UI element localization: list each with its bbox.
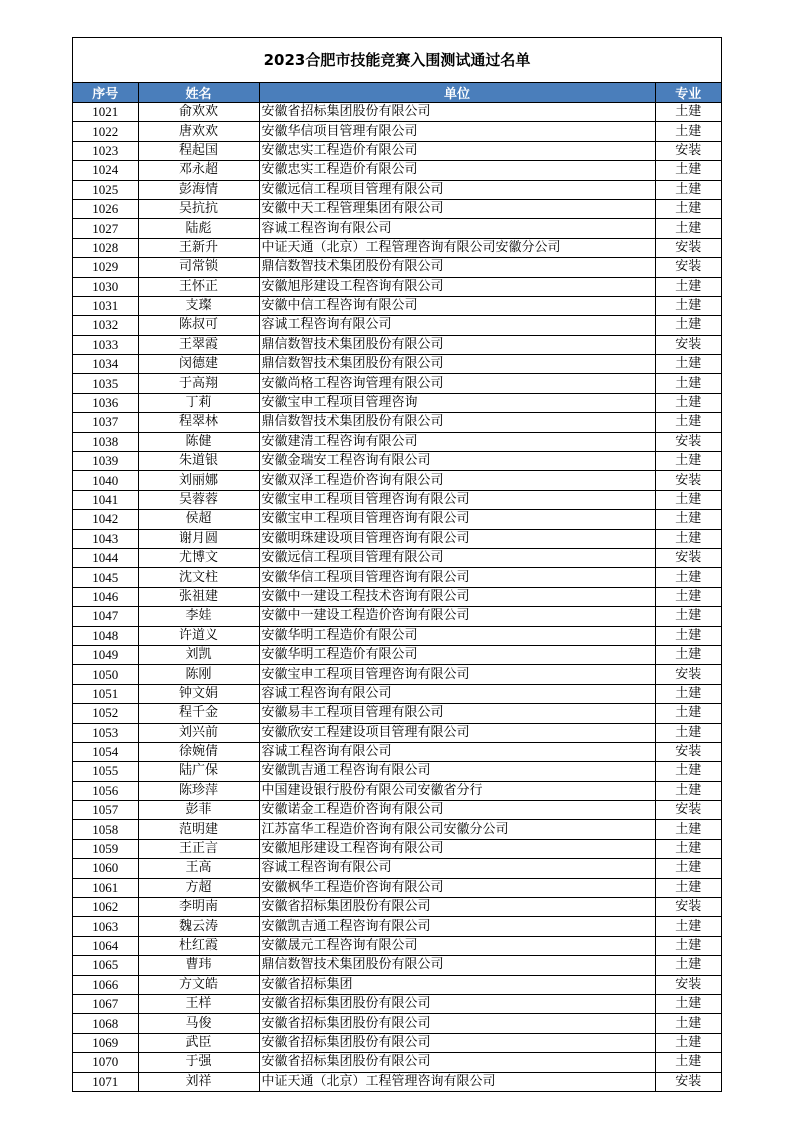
cell-no: 1057 xyxy=(73,801,138,820)
cell-unit: 江苏富华工程造价咨询有限公司安徽分公司 xyxy=(259,820,655,839)
cell-spec: 土建 xyxy=(655,626,721,645)
cell-name: 陆彪 xyxy=(138,219,259,238)
cell-unit: 安徽明珠建设项目管理咨询有限公司 xyxy=(259,529,655,548)
cell-no: 1050 xyxy=(73,665,138,684)
table-row xyxy=(73,742,721,761)
cell-unit: 安徽省招标集团股份有限公司 xyxy=(259,1053,655,1072)
cell-spec: 土建 xyxy=(655,355,721,374)
cell-name: 吴抗抗 xyxy=(138,199,259,218)
cell-no: 1056 xyxy=(73,781,138,800)
cell-name: 杜红霞 xyxy=(138,936,259,955)
cell-no: 1025 xyxy=(73,180,138,199)
cell-name: 司常锁 xyxy=(138,258,259,277)
cell-unit: 鼎信数智技术集团股份有限公司 xyxy=(259,413,655,432)
cell-unit: 安徽欣安工程建设项目管理有限公司 xyxy=(259,723,655,742)
cell-unit: 鼎信数智技术集团股份有限公司 xyxy=(259,335,655,354)
cell-no: 1041 xyxy=(73,490,138,509)
cell-name: 王新升 xyxy=(138,238,259,257)
cell-spec: 安装 xyxy=(655,141,721,160)
cell-name: 马俊 xyxy=(138,1014,259,1033)
cell-no: 1030 xyxy=(73,277,138,296)
cell-spec: 安装 xyxy=(655,742,721,761)
table-row xyxy=(73,548,721,567)
cell-name: 王翠霞 xyxy=(138,335,259,354)
cell-name: 丁莉 xyxy=(138,393,259,412)
header-unit: 单位 xyxy=(259,83,655,103)
cell-name: 唐欢欢 xyxy=(138,122,259,141)
cell-unit: 容诚工程咨询有限公司 xyxy=(259,684,655,703)
cell-spec: 土建 xyxy=(655,781,721,800)
cell-name: 张祖建 xyxy=(138,587,259,606)
cell-spec: 土建 xyxy=(655,936,721,955)
cell-name: 方超 xyxy=(138,878,259,897)
cell-no: 1046 xyxy=(73,587,138,606)
cell-no: 1063 xyxy=(73,917,138,936)
table-row xyxy=(73,975,721,994)
table-row xyxy=(73,956,721,975)
cell-spec: 土建 xyxy=(655,956,721,975)
table-body xyxy=(73,103,721,1091)
cell-spec: 土建 xyxy=(655,199,721,218)
table-row xyxy=(73,723,721,742)
cell-unit: 安徽尚格工程咨询管理有限公司 xyxy=(259,374,655,393)
cell-unit: 安徽省招标集团股份有限公司 xyxy=(259,1033,655,1052)
cell-name: 曹玮 xyxy=(138,956,259,975)
cell-name: 谢月圆 xyxy=(138,529,259,548)
cell-no: 1034 xyxy=(73,355,138,374)
cell-no: 1071 xyxy=(73,1072,138,1091)
cell-name: 陈珍萍 xyxy=(138,781,259,800)
cell-unit: 安徽旭彤建设工程咨询有限公司 xyxy=(259,839,655,858)
cell-no: 1054 xyxy=(73,742,138,761)
cell-spec: 土建 xyxy=(655,568,721,587)
table-row xyxy=(73,393,721,412)
cell-unit: 鼎信数智技术集团股份有限公司 xyxy=(259,956,655,975)
table-row xyxy=(73,413,721,432)
cell-no: 1022 xyxy=(73,122,138,141)
header-no: 序号 xyxy=(73,83,138,103)
cell-no: 1061 xyxy=(73,878,138,897)
table-row xyxy=(73,839,721,858)
cell-no: 1065 xyxy=(73,956,138,975)
cell-no: 1066 xyxy=(73,975,138,994)
cell-unit: 安徽远信工程项目管理有限公司 xyxy=(259,180,655,199)
cell-spec: 土建 xyxy=(655,859,721,878)
cell-no: 1043 xyxy=(73,529,138,548)
cell-spec: 安装 xyxy=(655,238,721,257)
table-row xyxy=(73,936,721,955)
cell-spec: 安装 xyxy=(655,432,721,451)
cell-spec: 土建 xyxy=(655,277,721,296)
table-row xyxy=(73,626,721,645)
cell-name: 吴蓉蓉 xyxy=(138,490,259,509)
cell-no: 1053 xyxy=(73,723,138,742)
cell-unit: 安徽省招标集团股份有限公司 xyxy=(259,994,655,1013)
table-row xyxy=(73,762,721,781)
table-row xyxy=(73,665,721,684)
table-row xyxy=(73,645,721,664)
table-row xyxy=(73,296,721,315)
cell-name: 邓永超 xyxy=(138,161,259,180)
cell-no: 1044 xyxy=(73,548,138,567)
cell-name: 程千金 xyxy=(138,704,259,723)
table-row xyxy=(73,161,721,180)
cell-name: 程翠林 xyxy=(138,413,259,432)
cell-name: 支璨 xyxy=(138,296,259,315)
cell-unit: 安徽省招标集团股份有限公司 xyxy=(259,103,655,122)
table-row xyxy=(73,1053,721,1072)
cell-name: 王怀正 xyxy=(138,277,259,296)
cell-name: 闵德建 xyxy=(138,355,259,374)
cell-spec: 土建 xyxy=(655,839,721,858)
cell-no: 1062 xyxy=(73,898,138,917)
cell-spec: 土建 xyxy=(655,452,721,471)
cell-spec: 安装 xyxy=(655,548,721,567)
cell-name: 徐婉倩 xyxy=(138,742,259,761)
cell-no: 1055 xyxy=(73,762,138,781)
cell-spec: 土建 xyxy=(655,878,721,897)
cell-spec: 安装 xyxy=(655,898,721,917)
cell-unit: 安徽忠实工程造价有限公司 xyxy=(259,161,655,180)
cell-no: 1067 xyxy=(73,994,138,1013)
cell-spec: 土建 xyxy=(655,490,721,509)
cell-name: 俞欢欢 xyxy=(138,103,259,122)
cell-no: 1026 xyxy=(73,199,138,218)
cell-unit: 中证天通（北京）工程管理咨询有限公司 xyxy=(259,1072,655,1091)
table-row xyxy=(73,316,721,335)
cell-name: 刘凯 xyxy=(138,645,259,664)
cell-unit: 安徽宝申工程项目管理咨询 xyxy=(259,393,655,412)
cell-spec: 土建 xyxy=(655,1014,721,1033)
cell-unit: 安徽华明工程造价有限公司 xyxy=(259,626,655,645)
cell-unit: 安徽华信项目管理有限公司 xyxy=(259,122,655,141)
table-row xyxy=(73,490,721,509)
cell-no: 1070 xyxy=(73,1053,138,1072)
cell-name: 陆广保 xyxy=(138,762,259,781)
cell-unit: 安徽宝申工程项目管理咨询有限公司 xyxy=(259,510,655,529)
cell-no: 1047 xyxy=(73,607,138,626)
cell-name: 程起国 xyxy=(138,141,259,160)
table-row xyxy=(73,1014,721,1033)
cell-spec: 土建 xyxy=(655,1053,721,1072)
table-row xyxy=(73,141,721,160)
table-row xyxy=(73,859,721,878)
cell-unit: 安徽中天工程管理集团有限公司 xyxy=(259,199,655,218)
cell-no: 1031 xyxy=(73,296,138,315)
table-row xyxy=(73,781,721,800)
cell-name: 王高 xyxy=(138,859,259,878)
cell-no: 1037 xyxy=(73,413,138,432)
table-row xyxy=(73,432,721,451)
cell-unit: 鼎信数智技术集团股份有限公司 xyxy=(259,355,655,374)
table-row xyxy=(73,994,721,1013)
results-sheet xyxy=(72,37,722,1092)
table-header xyxy=(73,83,721,103)
cell-unit: 安徽晟元工程咨询有限公司 xyxy=(259,936,655,955)
cell-name: 武臣 xyxy=(138,1033,259,1052)
cell-name: 尤博文 xyxy=(138,548,259,567)
cell-spec: 土建 xyxy=(655,413,721,432)
cell-no: 1040 xyxy=(73,471,138,490)
cell-spec: 安装 xyxy=(655,801,721,820)
cell-no: 1052 xyxy=(73,704,138,723)
cell-spec: 安装 xyxy=(655,665,721,684)
table-row xyxy=(73,180,721,199)
cell-unit: 安徽省招标集团股份有限公司 xyxy=(259,898,655,917)
table-row xyxy=(73,355,721,374)
table-row xyxy=(73,219,721,238)
table-row xyxy=(73,510,721,529)
cell-unit: 安徽双泽工程造价咨询有限公司 xyxy=(259,471,655,490)
cell-spec: 土建 xyxy=(655,762,721,781)
cell-no: 1038 xyxy=(73,432,138,451)
cell-name: 刘丽娜 xyxy=(138,471,259,490)
header-spec: 专业 xyxy=(655,83,721,103)
cell-unit: 安徽华信工程项目管理咨询有限公司 xyxy=(259,568,655,587)
cell-name: 王样 xyxy=(138,994,259,1013)
table-row xyxy=(73,258,721,277)
cell-no: 1036 xyxy=(73,393,138,412)
cell-name: 陈健 xyxy=(138,432,259,451)
cell-spec: 土建 xyxy=(655,587,721,606)
results-table xyxy=(73,83,721,1091)
cell-spec: 土建 xyxy=(655,704,721,723)
table-row xyxy=(73,122,721,141)
cell-unit: 安徽金瑞安工程咨询有限公司 xyxy=(259,452,655,471)
cell-spec: 土建 xyxy=(655,645,721,664)
cell-spec: 土建 xyxy=(655,994,721,1013)
cell-no: 1059 xyxy=(73,839,138,858)
cell-spec: 土建 xyxy=(655,374,721,393)
cell-unit: 安徽凯吉通工程咨询有限公司 xyxy=(259,762,655,781)
cell-name: 许道义 xyxy=(138,626,259,645)
cell-name: 方文皓 xyxy=(138,975,259,994)
cell-unit: 安徽枫华工程造价咨询有限公司 xyxy=(259,878,655,897)
table-row xyxy=(73,704,721,723)
cell-spec: 土建 xyxy=(655,1033,721,1052)
cell-no: 1033 xyxy=(73,335,138,354)
cell-unit: 安徽中一建设工程造价咨询有限公司 xyxy=(259,607,655,626)
cell-name: 刘兴前 xyxy=(138,723,259,742)
cell-name: 于强 xyxy=(138,1053,259,1072)
cell-unit: 中证天通（北京）工程管理咨询有限公司安徽分公司 xyxy=(259,238,655,257)
cell-no: 1024 xyxy=(73,161,138,180)
cell-no: 1058 xyxy=(73,820,138,839)
cell-no: 1023 xyxy=(73,141,138,160)
cell-no: 1028 xyxy=(73,238,138,257)
cell-no: 1021 xyxy=(73,103,138,122)
cell-name: 李明南 xyxy=(138,898,259,917)
cell-name: 魏云涛 xyxy=(138,917,259,936)
cell-unit: 安徽远信工程项目管理有限公司 xyxy=(259,548,655,567)
cell-unit: 安徽宝申工程项目管理咨询有限公司 xyxy=(259,490,655,509)
cell-spec: 土建 xyxy=(655,684,721,703)
cell-name: 钟文娟 xyxy=(138,684,259,703)
table-row xyxy=(73,335,721,354)
cell-no: 1064 xyxy=(73,936,138,955)
cell-unit: 容诚工程咨询有限公司 xyxy=(259,316,655,335)
cell-no: 1049 xyxy=(73,645,138,664)
cell-unit: 安徽宝申工程项目管理咨询有限公司 xyxy=(259,665,655,684)
cell-name: 刘祥 xyxy=(138,1072,259,1091)
cell-unit: 安徽省招标集团 xyxy=(259,975,655,994)
cell-name: 彭菲 xyxy=(138,801,259,820)
cell-no: 1042 xyxy=(73,510,138,529)
cell-unit: 容诚工程咨询有限公司 xyxy=(259,859,655,878)
table-row xyxy=(73,917,721,936)
cell-no: 1068 xyxy=(73,1014,138,1033)
table-row xyxy=(73,878,721,897)
cell-spec: 安装 xyxy=(655,471,721,490)
cell-name: 侯超 xyxy=(138,510,259,529)
cell-no: 1045 xyxy=(73,568,138,587)
cell-spec: 土建 xyxy=(655,820,721,839)
table-row xyxy=(73,238,721,257)
page-title: 2023合肥市技能竞赛入围测试通过名单 xyxy=(73,38,721,83)
cell-name: 于高翔 xyxy=(138,374,259,393)
cell-no: 1060 xyxy=(73,859,138,878)
cell-no: 1027 xyxy=(73,219,138,238)
cell-unit: 安徽华明工程造价有限公司 xyxy=(259,645,655,664)
header-name: 姓名 xyxy=(138,83,259,103)
table-row xyxy=(73,103,721,122)
cell-spec: 安装 xyxy=(655,975,721,994)
table-row xyxy=(73,820,721,839)
cell-name: 朱道银 xyxy=(138,452,259,471)
cell-spec: 土建 xyxy=(655,316,721,335)
cell-no: 1069 xyxy=(73,1033,138,1052)
cell-spec: 土建 xyxy=(655,103,721,122)
table-row xyxy=(73,801,721,820)
cell-no: 1051 xyxy=(73,684,138,703)
cell-unit: 安徽忠实工程造价有限公司 xyxy=(259,141,655,160)
table-row xyxy=(73,374,721,393)
cell-spec: 土建 xyxy=(655,723,721,742)
table-row xyxy=(73,684,721,703)
cell-spec: 安装 xyxy=(675,1073,702,1089)
cell-unit: 安徽凯吉通工程咨询有限公司 xyxy=(259,917,655,936)
cell-name: 王正言 xyxy=(138,839,259,858)
cell-unit: 安徽省招标集团股份有限公司 xyxy=(259,1014,655,1033)
cell-no: 1032 xyxy=(73,316,138,335)
table-row xyxy=(73,1072,721,1091)
cell-unit: 安徽中一建设工程技术咨询有限公司 xyxy=(259,587,655,606)
cell-unit: 安徽易丰工程项目管理有限公司 xyxy=(259,704,655,723)
cell-spec: 土建 xyxy=(655,296,721,315)
cell-no: 1039 xyxy=(73,452,138,471)
cell-spec: 土建 xyxy=(655,510,721,529)
cell-no: 1029 xyxy=(73,258,138,277)
cell-no: 1035 xyxy=(73,374,138,393)
cell-spec: 安装 xyxy=(655,335,721,354)
cell-unit: 中国建设银行股份有限公司安徽省分行 xyxy=(259,781,655,800)
cell-unit: 安徽旭彤建设工程咨询有限公司 xyxy=(259,277,655,296)
cell-name: 陈叔可 xyxy=(138,316,259,335)
cell-name: 陈刚 xyxy=(138,665,259,684)
table-row xyxy=(73,587,721,606)
table-row xyxy=(73,529,721,548)
cell-unit: 容诚工程咨询有限公司 xyxy=(259,219,655,238)
table-row xyxy=(73,898,721,917)
cell-spec: 土建 xyxy=(655,529,721,548)
cell-name: 沈文柱 xyxy=(138,568,259,587)
cell-unit: 安徽建清工程咨询有限公司 xyxy=(259,432,655,451)
cell-spec: 土建 xyxy=(655,393,721,412)
table-row xyxy=(73,199,721,218)
table-row xyxy=(73,452,721,471)
cell-unit: 鼎信数智技术集团股份有限公司 xyxy=(259,258,655,277)
cell-name: 李娃 xyxy=(138,607,259,626)
cell-spec: 土建 xyxy=(655,161,721,180)
table-row xyxy=(73,471,721,490)
cell-unit: 安徽诺金工程造价咨询有限公司 xyxy=(259,801,655,820)
cell-spec: 土建 xyxy=(655,917,721,936)
table-row xyxy=(73,607,721,626)
cell-spec: 安装 xyxy=(655,258,721,277)
cell-name: 彭海情 xyxy=(138,180,259,199)
cell-spec: 土建 xyxy=(655,219,721,238)
cell-spec: 土建 xyxy=(655,607,721,626)
cell-name: 范明建 xyxy=(138,820,259,839)
table-row xyxy=(73,568,721,587)
table-row xyxy=(73,1033,721,1052)
cell-spec: 土建 xyxy=(655,180,721,199)
cell-spec: 土建 xyxy=(655,122,721,141)
table-row xyxy=(73,277,721,296)
cell-unit: 容诚工程咨询有限公司 xyxy=(259,742,655,761)
header-row xyxy=(73,83,721,103)
cell-no: 1048 xyxy=(73,626,138,645)
cell-unit: 安徽中信工程咨询有限公司 xyxy=(259,296,655,315)
